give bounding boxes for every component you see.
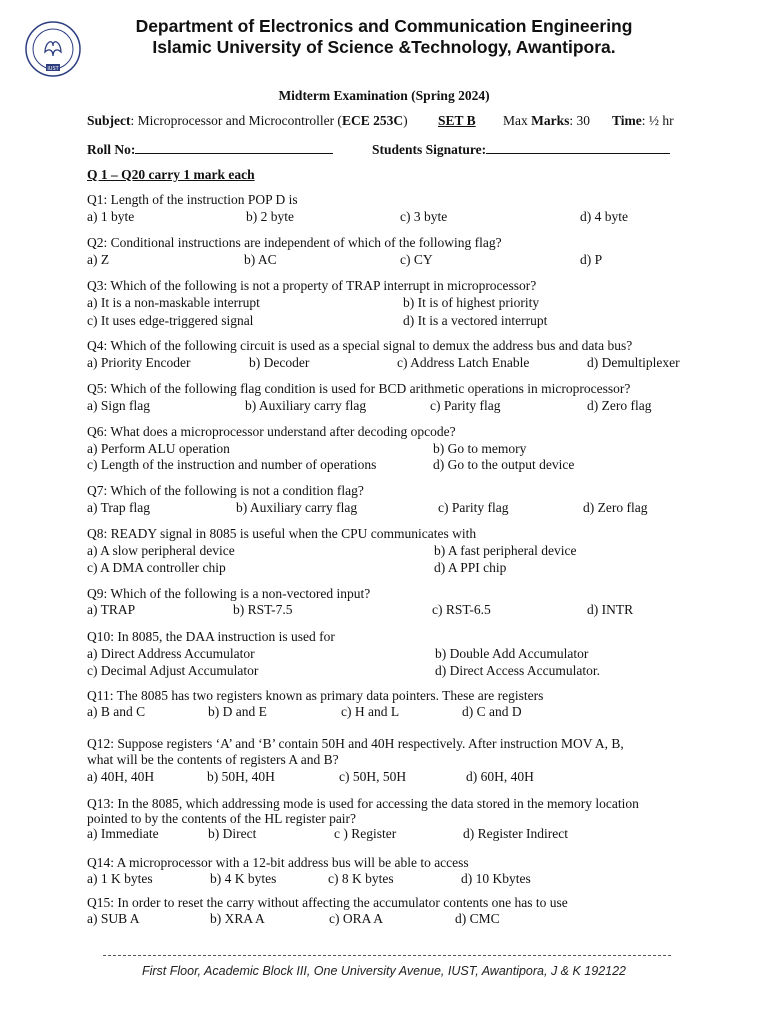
question-10: Q10: In 8085, the DAA instruction is used for	[87, 629, 335, 644]
option: b) 2 byte	[246, 209, 294, 224]
option: d) Direct Access Accumulator.	[435, 663, 600, 678]
option: d) Zero flag	[583, 500, 648, 515]
option: b) Double Add Accumulator	[435, 646, 589, 661]
option: b) AC	[244, 252, 277, 267]
option: a) 40H, 40H	[87, 769, 155, 784]
option: d) A PPI chip	[434, 560, 507, 575]
option: d) CMC	[455, 911, 500, 926]
option: d) 4 byte	[580, 209, 628, 224]
option: c) Length of the instruction and number of operations	[87, 457, 377, 472]
option: b) Direct	[208, 826, 257, 841]
question-9: Q9: Which of the following is a non-vectored input?	[87, 586, 371, 601]
option: b) Decoder	[249, 355, 310, 370]
question-6: Q6: What does a microprocessor understand after decoding opcode?	[87, 424, 456, 439]
student-signature: Students Signature:	[372, 141, 670, 158]
question-3: Q3: Which of the following is not a property of TRAP interrupt in microprocessor?	[87, 278, 537, 293]
option: c) Decimal Adjust Accumulator	[87, 663, 259, 678]
option: d) Register Indirect	[463, 826, 568, 841]
option: b) It is of highest priority	[403, 295, 540, 310]
exam-title: Midterm Examination (Spring 2024)	[278, 88, 490, 103]
question-15: Q15: In order to reset the carry without affecting the accumulator contents one has to use	[87, 895, 568, 910]
question-13-cont: pointed to by the contents of the HL register pair?	[87, 811, 357, 826]
option: c) Address Latch Enable	[397, 355, 530, 370]
option: c) CY	[400, 252, 433, 267]
option: c) Parity flag	[430, 398, 501, 413]
option: b) Auxiliary carry flag	[236, 500, 358, 515]
option: a) It is a non-maskable interrupt	[87, 295, 260, 310]
question-11: Q11: The 8085 has two registers known as primary data pointers. These are registers	[87, 688, 544, 703]
subject-label: Subject	[87, 113, 131, 128]
question-5: Q5: Which of the following flag condition is used for BCD arithmetic operations in microprocessor?	[87, 381, 631, 396]
option: b) 4 K bytes	[210, 871, 277, 886]
option: a) 1 K bytes	[87, 871, 153, 886]
option: b) Auxiliary carry flag	[245, 398, 367, 413]
option: a) B and C	[87, 704, 146, 719]
option: b) D and E	[208, 704, 267, 719]
option: b) Go to memory	[433, 441, 527, 456]
max-marks: Max Marks: 30	[503, 113, 591, 128]
option: d) Demultiplexer	[587, 355, 680, 370]
option: c) A DMA controller chip	[87, 560, 226, 575]
option: a) A slow peripheral device	[87, 543, 235, 558]
option: d) INTR	[587, 602, 634, 617]
option: a) Trap flag	[87, 500, 150, 515]
footer-divider	[103, 955, 671, 956]
set-label: SET B	[438, 113, 476, 128]
option: d) 10 Kbytes	[461, 871, 531, 886]
option: d) P	[580, 252, 603, 267]
department-heading: Department of Electronics and Communication Engineering	[135, 16, 633, 36]
roll-no: Roll No:	[87, 141, 333, 158]
subject-line: Subject: Microprocessor and Microcontroller (ECE 253C)	[87, 113, 408, 128]
option: a) Z	[87, 252, 110, 267]
logo-text: IUST	[47, 66, 59, 72]
option: b) 50H, 40H	[207, 769, 275, 784]
option: c) H and L	[341, 704, 400, 719]
option: a) Direct Address Accumulator	[87, 646, 255, 661]
option: b) RST-7.5	[233, 602, 293, 617]
time: Time: ½ hr	[612, 113, 674, 128]
question-13: Q13: In the 8085, which addressing mode is used for accessing the data stored in the memory location	[87, 796, 639, 811]
option: a) Perform ALU operation	[87, 441, 230, 456]
option: c) 50H, 50H	[339, 769, 407, 784]
option: b) A fast peripheral device	[434, 543, 577, 558]
option: c) 3 byte	[400, 209, 448, 224]
option: a) Priority Encoder	[87, 355, 191, 370]
question-8: Q8: READY signal in 8085 is useful when the CPU communicates with	[87, 526, 477, 541]
university-heading: Islamic University of Science &Technology, Awantipora.	[152, 37, 616, 57]
question-4: Q4: Which of the following circuit is used as a special signal to demux the address bus and data bus?	[87, 338, 633, 353]
question-7: Q7: Which of the following is not a condition flag?	[87, 483, 364, 498]
option: d) Zero flag	[587, 398, 652, 413]
option: b) XRA A	[210, 911, 265, 926]
option: a) 1 byte	[87, 209, 135, 224]
question-2: Q2: Conditional instructions are independent of which of the following flag?	[87, 235, 502, 250]
option: a) Sign flag	[87, 398, 150, 413]
option: d) 60H, 40H	[466, 769, 534, 784]
option: d) It is a vectored interrupt	[403, 313, 548, 328]
question-14: Q14: A microprocessor with a 12-bit address bus will be able to access	[87, 855, 469, 870]
option: c) Parity flag	[438, 500, 509, 515]
option: a) TRAP	[87, 602, 136, 617]
option: c) 8 K bytes	[328, 871, 394, 886]
option: d) Go to the output device	[433, 457, 575, 472]
question-12-cont: what will be the contents of registers A and B?	[87, 752, 339, 767]
option: c) It uses edge-triggered signal	[87, 313, 254, 328]
option: a) Immediate	[87, 826, 159, 841]
question-12: Q12: Suppose registers ‘A’ and ‘B’ contain 50H and 40H respectively. After instruction MOV A, B,	[87, 736, 624, 751]
option: d) C and D	[462, 704, 522, 719]
question-1: Q1: Length of the instruction POP D is	[87, 192, 298, 207]
option: c ) Register	[334, 826, 397, 841]
option: c) ORA A	[329, 911, 383, 926]
option: a) SUB A	[87, 911, 140, 926]
footer-address: First Floor, Academic Block III, One University Avenue, IUST, Awantipora, J & K 192122	[141, 964, 626, 978]
section-heading: Q 1 – Q20 carry 1 mark each	[87, 167, 255, 182]
option: c) RST-6.5	[432, 602, 491, 617]
